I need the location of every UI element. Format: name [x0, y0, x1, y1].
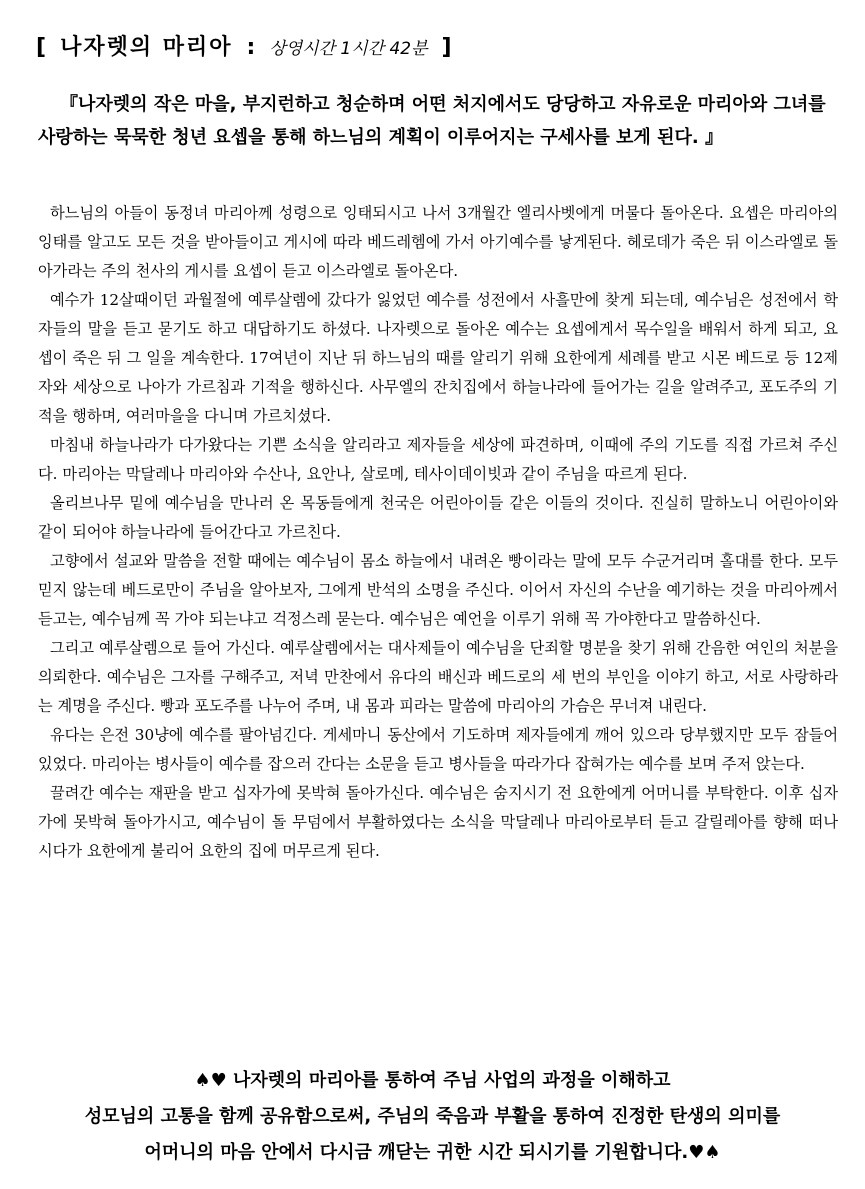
closing-message [0, 1063, 865, 1171]
paragraph: 고향에서 설교와 말씀을 전할 때에는 예수님이 몸소 하늘에서 내려온 빵이라는 말에 모두 수군거리며 홀대를 한다. 모두 믿지 않는데 베드로만이 주님을 알아보자, 그에게 반석의 소명을 주신다. 이어서 자신의 수난을 예기하는 것을 마리아께서 듣고는, 예수님께 꼭 가야 되는냐고 걱정스레 묻는다. 예수님은 예언을 이루기 위해 꼭 가야한다고 말씀하신다. [38, 552, 838, 628]
runtime-label: 상영시간 1시간 42분 [269, 39, 428, 59]
synopsis-body [38, 199, 838, 866]
paragraph: 예수가 12살때이던 과월절에 예루살렘에 갔다가 잃었던 예수를 성전에서 사흘만에 찾게 되는데, 예수님은 성전에서 학자들의 말을 듣고 묻기도 하고 대답하기도 하셨다. 나자렛으로 돌아온 예수는 요셉에게서 목수일을 배워서 하게 되고, 요셉이 죽은 뒤 그 일을 계속한다. 17여년이 지난 뒤 하느님의 때를 알리기 위해 요한에게 세례를 받고 시몬 베드로 등 12제자와 세상으로 나아가 가르침과 기적을 행하신다. 사무엘의 잔치집에서 하늘나라에 들어가는 길을 알려주고, 포도주의 기적을 행하며, 여러마을을 다니며 가르치셨다. [38, 291, 838, 425]
closing-line: 어머니의 마음 안에서 다시금 깨닫는 귀한 시간 되시기를 기원합니다.♥♠ [144, 1142, 721, 1163]
title-close-bracket: ] [441, 35, 452, 60]
film-title: 나자렛의 마리아 [60, 35, 233, 60]
closing-line: 성모님의 고통을 함께 공유함으로써, 주님의 죽음과 부활을 통하여 진정한 탄생의 의미를 [84, 1106, 781, 1127]
paragraph: 하느님의 아들이 동정녀 마리아께 성령으로 잉태되시고 나서 3개월간 엘리사벳에게 머물다 돌아온다. 요셉은 마리아의 잉태를 알고도 모든 것을 받아들이고 게시에 따라 베드레헴에 가서 아기예수를 낳게된다. 헤로데가 죽은 뒤 이스라엘로 돌아가라는 주의 천사의 게시를 요셉이 듣고 이스라엘로 돌아온다. [38, 204, 838, 280]
paragraph: 끌려간 예수는 재판을 받고 십자가에 못박혀 돌아가신다. 예수님은 숨지시기 전 요한에게 어머니를 부탁한다. 이후 십자가에 못박혀 돌아가시고, 예수님이 돌 무덤에서 부활하였다는 소식을 막달레나 마리아로부터 듣고 갈릴레아를 향해 떠나시다가 요한에게 불리어 요한의 집에 머무르게 된다. [38, 784, 838, 860]
synopsis-summary: 『나자렛의 작은 마을, 부지런하고 청순하며 어떤 처지에서도 당당하고 자유로운 마리아와 그녀를 사랑하는 묵묵한 청년 요셉을 통해 하느님의 계획이 이루어지는 구세사를 보게 된다. 』 [38, 94, 826, 148]
title-colon: : [246, 35, 256, 60]
closing-line: ♠♥ 나자렛의 마리아를 통하여 주님 사업의 과정을 이해하고 [194, 1070, 671, 1091]
paragraph: 올리브나무 밑에 예수님을 만나러 온 목동들에게 천국은 어린아이들 같은 이들의 것이다. 진실히 말하노니 어린아이와 같이 되어야 하늘나라에 들어간다고 가르친다. [38, 494, 838, 541]
title-open-bracket: [ [36, 35, 47, 60]
paragraph: 마침내 하늘나라가 다가왔다는 기쁜 소식을 알리라고 제자들을 세상에 파견하며, 이때에 주의 기도를 직접 가르쳐 주신다. 마리아는 막달레나 마리아와 수산나, 요안나, 살로메, 테사이데이빗과 같이 주님을 따르게 된다. [38, 436, 838, 483]
document-title [36, 30, 452, 61]
paragraph: 그리고 예루살렘으로 들어 가신다. 예루살렘에서는 대사제들이 예수님을 단죄할 명분을 찾기 위해 간음한 여인의 처분을 의뢰한다. 예수님은 그자를 구해주고, 저녁 만찬에서 유다의 배신과 베드로의 세 번의 부인을 이야기 하고, 서로 사랑하라는 계명을 주신다. 빵과 포도주를 나누어 주며, 내 몸과 피라는 말씀에 마리아의 가슴은 무너져 내린다. [38, 639, 838, 715]
paragraph: 유다는 은전 30냥에 예수를 팔아넘긴다. 게세마니 동산에서 기도하며 제자들에게 깨어 있으라 당부했지만 모두 잠들어 있었다. 마리아는 병사들이 예수를 잡으러 간다는 소문을 듣고 병사들을 따라가다 잡혀가는 예수를 보며 주저 앉는다. [38, 726, 838, 773]
